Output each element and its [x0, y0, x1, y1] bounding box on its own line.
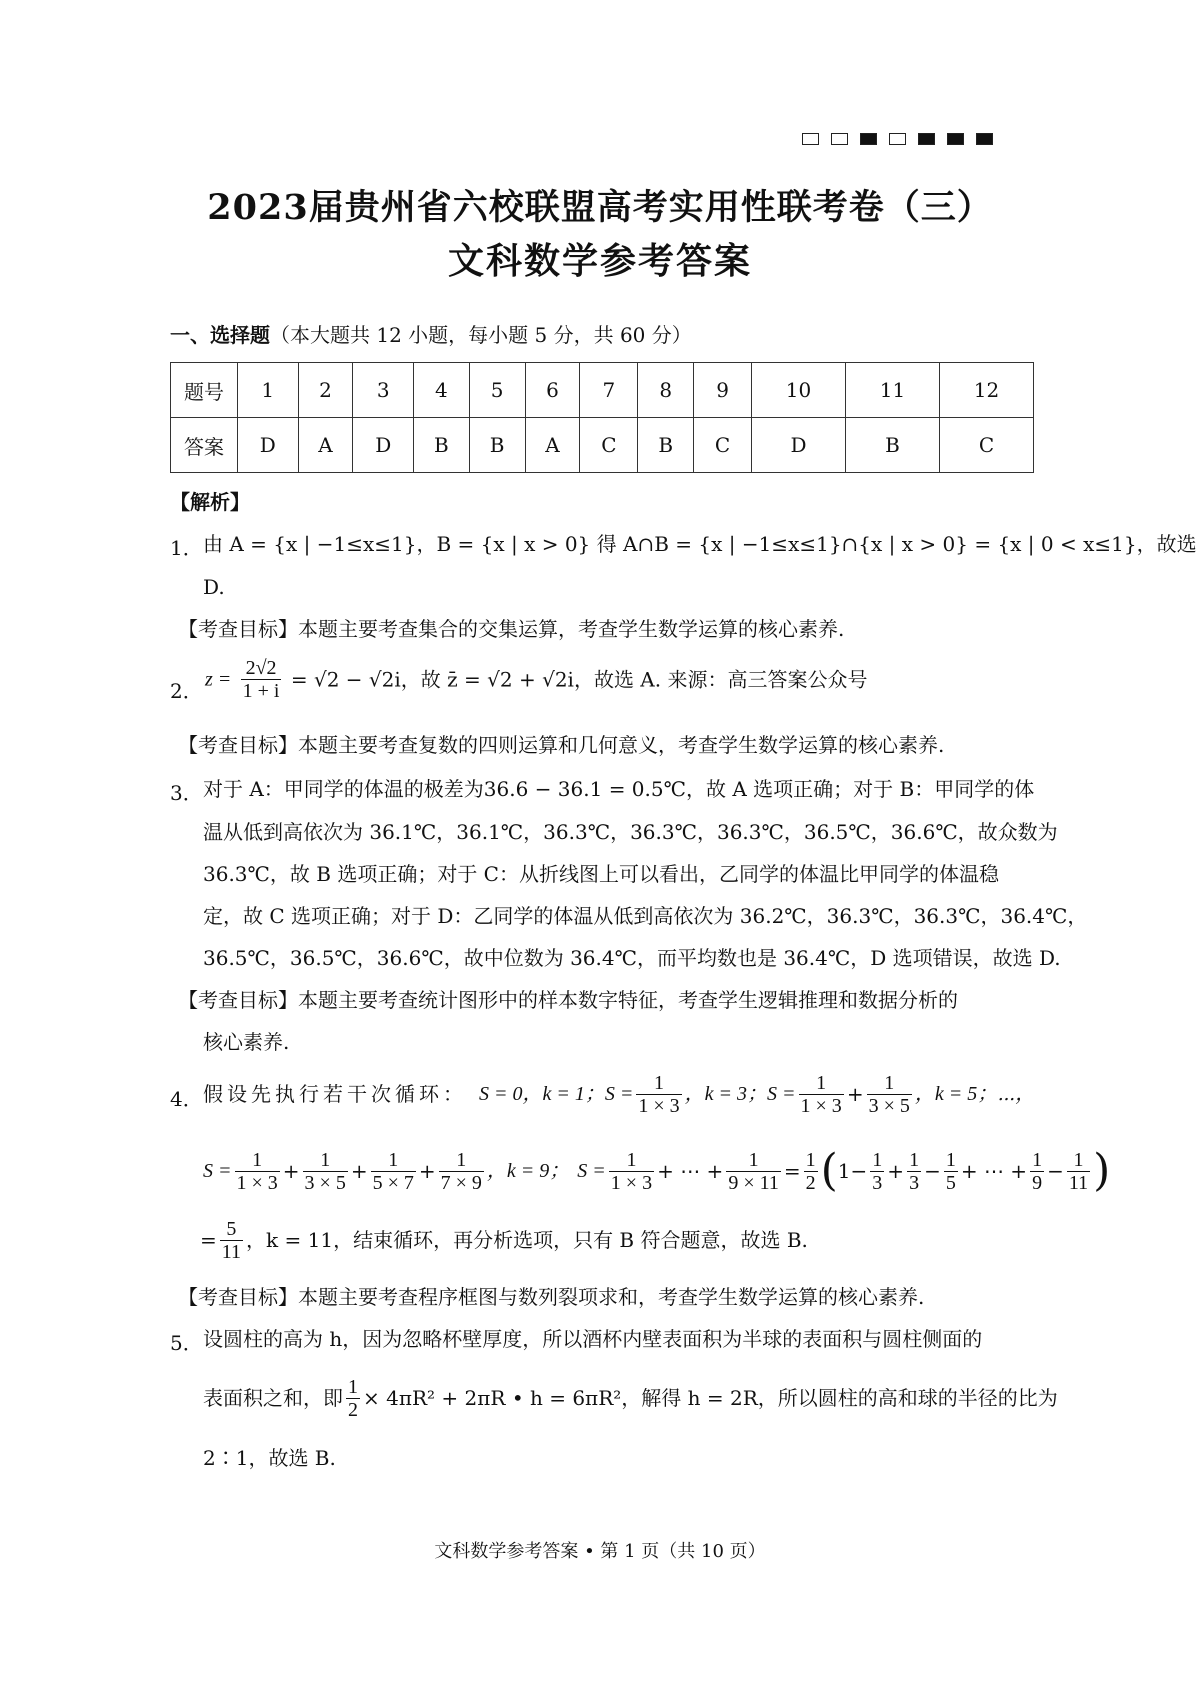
- page-footer: 文科数学参考答案 • 第 1 页（共 10 页）: [434, 1541, 766, 1562]
- fraction: [609, 1149, 654, 1194]
- frac-numerator: 1: [626, 1148, 637, 1171]
- fraction: [636, 1072, 681, 1117]
- q4-line1: [203, 1066, 1035, 1122]
- q4-goal: 【考查目标】本题主要考查程序框图与数列裂项求和，考查学生数学运算的核心素养.: [178, 1285, 925, 1309]
- frac-denominator: 1 + i: [242, 680, 280, 702]
- q3-goal-line2: 核心素养.: [203, 1030, 290, 1054]
- q4-s0: S = 0，k = 1；: [479, 1083, 605, 1105]
- plus-sign: +: [418, 1159, 436, 1183]
- q3-goal-line1: 【考查目标】本题主要考查统计图形中的样本数字特征，考查学生逻辑推理和数据分析的: [178, 988, 958, 1012]
- table-row-numbers: [171, 363, 1034, 418]
- q4-s-label: S =: [203, 1160, 232, 1182]
- frac-numerator: 2√2: [245, 657, 277, 679]
- q1-line1: 由 A = {x | −1≤x≤1}，B = {x | x > 0} 得 A∩B = {x | −1≤x≤1}∩{x | x > 0} = {x | 0 < x≤1}，故选: [203, 532, 1197, 556]
- mark-empty: [831, 133, 848, 145]
- mark-empty: [802, 133, 819, 145]
- number-one: 1: [837, 1159, 851, 1183]
- minus-sign: −: [1047, 1159, 1064, 1183]
- table-cell: 3: [353, 363, 414, 418]
- q3-line5: 36.5℃，36.5℃，36.6℃，故中位数为 36.4℃，而平均数也是 36.4℃，D 选项错误，故选 D.: [203, 946, 1061, 970]
- table-cell: D: [238, 418, 299, 473]
- q4-k9: ，k = 9；: [486, 1160, 570, 1182]
- fraction: [346, 1376, 360, 1421]
- q4-k5: ，k = 5；⋯，: [914, 1083, 1036, 1105]
- frac-denominator: 3: [872, 1171, 883, 1194]
- q2-post: = √2 − √2i，故 z̄ = √2 + √2i，故选 A. 来源：高三答案公众号: [290, 667, 868, 692]
- section-label: 一、选择题: [170, 323, 270, 347]
- table-cell: B: [638, 418, 694, 473]
- fraction: [726, 1149, 781, 1194]
- fraction: [907, 1149, 921, 1194]
- table-row-answers: [171, 418, 1034, 473]
- frac-denominator: 2: [348, 1398, 358, 1421]
- q4-k3: ，k = 3；: [684, 1083, 768, 1105]
- equals-sign: =: [200, 1228, 217, 1252]
- q3-line1: 对于 A：甲同学的体温的极差为36.6 − 36.1 = 0.5℃，故 A 选项正确；对于 B：甲同学的体: [203, 777, 1035, 801]
- table-cell: 7: [580, 363, 638, 418]
- frac-numerator: 1: [805, 1148, 816, 1171]
- table-cell: B: [469, 418, 525, 473]
- q5-line2-post: × 4πR² + 2πR • h = 6πR²，解得 h = 2R，所以圆柱的高和球的半径的比为: [363, 1386, 1058, 1410]
- frac-denominator: 1 × 3: [610, 1171, 653, 1194]
- q4-intro: 假设先执行若干次循环：: [203, 1082, 467, 1106]
- table-cell: A: [298, 418, 353, 473]
- minus-sign: −: [850, 1159, 868, 1183]
- frac-denominator: 5: [945, 1171, 956, 1194]
- document-title: 2023届贵州省六校联盟高考实用性联考卷（三）: [207, 187, 993, 228]
- table-cell: 2: [298, 363, 353, 418]
- table-cell: 11: [846, 363, 940, 418]
- q3-line4: 定，故 C 选项正确；对于 D：乙同学的体温从低到高依次为 36.2℃，36.3℃，36.3℃，36.4℃，: [203, 904, 1088, 928]
- q4-s-label: S =: [604, 1083, 634, 1105]
- mark-filled: [976, 133, 993, 145]
- frac-numerator: 1: [654, 1071, 665, 1094]
- table-cell: 1: [238, 363, 299, 418]
- fraction: [371, 1149, 416, 1194]
- frac-denominator: 2: [805, 1171, 816, 1194]
- plus-sign: +: [887, 1159, 905, 1183]
- table-cell: D: [752, 418, 846, 473]
- equals-sign: =: [783, 1159, 801, 1183]
- frac-denominator: 11: [1068, 1171, 1089, 1194]
- fraction: [220, 1218, 243, 1263]
- fraction: [870, 1149, 884, 1194]
- mark-filled: [860, 133, 877, 145]
- header-marks: [802, 133, 1005, 147]
- fraction: [799, 1072, 844, 1117]
- frac-numerator: 1: [872, 1148, 883, 1171]
- frac-numerator: 1: [748, 1148, 759, 1171]
- question-number: 4．: [170, 1087, 203, 1111]
- q4-line2: [203, 1143, 1110, 1199]
- frac-numerator: 1: [320, 1148, 331, 1171]
- table-cell: 8: [638, 363, 694, 418]
- frac-denominator: 1 × 3: [800, 1094, 842, 1117]
- table-cell: 4: [413, 363, 469, 418]
- q2-goal: 【考查目标】本题主要考查复数的四则运算和几何意义，考查学生数学运算的核心素养.: [178, 733, 945, 757]
- frac-numerator: 1: [884, 1071, 895, 1094]
- frac-denominator: 9: [1032, 1171, 1043, 1194]
- analysis-label: 【解析】: [170, 490, 250, 514]
- ellipsis-sum: + ⋯ +: [960, 1159, 1028, 1183]
- mark-filled: [947, 133, 964, 145]
- plus-sign: +: [350, 1159, 368, 1183]
- frac-denominator: 1 × 3: [236, 1171, 278, 1194]
- frac-numerator: 1: [1032, 1148, 1043, 1171]
- q4-s-label: S =: [577, 1160, 606, 1182]
- ellipsis-sum: + ⋯ +: [657, 1159, 724, 1183]
- fraction: [804, 1149, 818, 1194]
- table-cell: 9: [694, 363, 752, 418]
- table-cell: C: [580, 418, 638, 473]
- frac-numerator: 1: [1073, 1148, 1084, 1171]
- question-number: 3．: [170, 781, 203, 805]
- left-paren: (: [820, 1145, 838, 1196]
- frac-numerator: 1: [909, 1148, 920, 1171]
- frac-denominator: 9 × 11: [728, 1171, 779, 1194]
- q2-fraction: [241, 657, 282, 702]
- table-cell: D: [353, 418, 414, 473]
- q5-line2: [203, 1370, 1058, 1426]
- question-number: 2．: [170, 679, 203, 703]
- frac-numerator: 1: [945, 1148, 956, 1171]
- table-cell: B: [413, 418, 469, 473]
- section-note: （本大题共 12 小题，每小题 5 分，共 60 分）: [270, 323, 692, 347]
- q3-line2: 温从低到高依次为 36.1℃，36.1℃，36.3℃，36.3℃，36.3℃，36.5℃，36.6℃，故众数为: [203, 820, 1058, 844]
- fraction: [1067, 1149, 1090, 1194]
- frac-denominator: 3 × 5: [304, 1171, 346, 1194]
- q3-line3: 36.3℃，故 B 选项正确；对于 C：从折线图上可以看出，乙同学的体温比甲同学的体温稳: [203, 862, 999, 886]
- table-cell: A: [525, 418, 580, 473]
- fraction: [867, 1072, 912, 1117]
- q4-tail: ，k = 11，结束循环，再分析选项，只有 B 符合题意，故选 B.: [246, 1228, 808, 1252]
- minus-sign: −: [924, 1159, 941, 1183]
- mark-filled: [918, 133, 935, 145]
- table-cell: 12: [939, 363, 1033, 418]
- frac-numerator: 1: [388, 1148, 399, 1171]
- q2-pre: z =: [205, 668, 232, 691]
- fraction: [303, 1149, 348, 1194]
- q4-line3: [200, 1212, 808, 1268]
- table-cell: C: [939, 418, 1033, 473]
- plus-sign: +: [282, 1159, 300, 1183]
- fraction: [235, 1149, 280, 1194]
- plus-sign: +: [846, 1082, 864, 1106]
- table-cell: 10: [752, 363, 846, 418]
- frac-numerator: 1: [348, 1375, 358, 1398]
- table-cell: 5: [469, 363, 525, 418]
- table-cell: 6: [525, 363, 580, 418]
- section-heading: [170, 323, 692, 347]
- fraction: [439, 1149, 484, 1194]
- q5-line3: 2∶1，故选 B.: [203, 1446, 336, 1470]
- q1-line2: D.: [203, 575, 225, 599]
- frac-denominator: 5 × 7: [372, 1171, 414, 1194]
- table-cell: B: [846, 418, 940, 473]
- q2-equation: [205, 657, 867, 717]
- frac-denominator: 11: [221, 1240, 242, 1263]
- frac-numerator: 1: [252, 1148, 263, 1171]
- row-header: 答案: [171, 418, 238, 473]
- frac-numerator: 1: [456, 1148, 467, 1171]
- question-number: 1．: [170, 536, 203, 560]
- question-number: 5．: [170, 1331, 203, 1355]
- frac-denominator: 7 × 9: [440, 1171, 482, 1194]
- q5-line2-pre: 表面积之和，即: [203, 1386, 343, 1410]
- frac-numerator: 5: [226, 1217, 237, 1240]
- fraction: [944, 1149, 958, 1194]
- frac-numerator: 1: [816, 1071, 827, 1094]
- q1-goal: 【考查目标】本题主要考查集合的交集运算，考查学生数学运算的核心素养.: [178, 617, 845, 641]
- q4-s-label: S =: [767, 1083, 796, 1105]
- answer-table: [170, 362, 1034, 473]
- right-paren: ): [1093, 1145, 1111, 1196]
- q5-line1: 设圆柱的高为 h，因为忽略杯壁厚度，所以酒杯内壁表面积为半球的表面积与圆柱侧面的: [203, 1327, 983, 1351]
- frac-denominator: 1 × 3: [638, 1094, 680, 1117]
- document-subtitle: 文科数学参考答案: [447, 240, 752, 282]
- fraction: [1030, 1149, 1044, 1194]
- table-cell: C: [694, 418, 752, 473]
- mark-empty: [889, 133, 906, 145]
- row-header: 题号: [171, 363, 238, 418]
- frac-denominator: 3 × 5: [868, 1094, 910, 1117]
- frac-denominator: 3: [909, 1171, 920, 1194]
